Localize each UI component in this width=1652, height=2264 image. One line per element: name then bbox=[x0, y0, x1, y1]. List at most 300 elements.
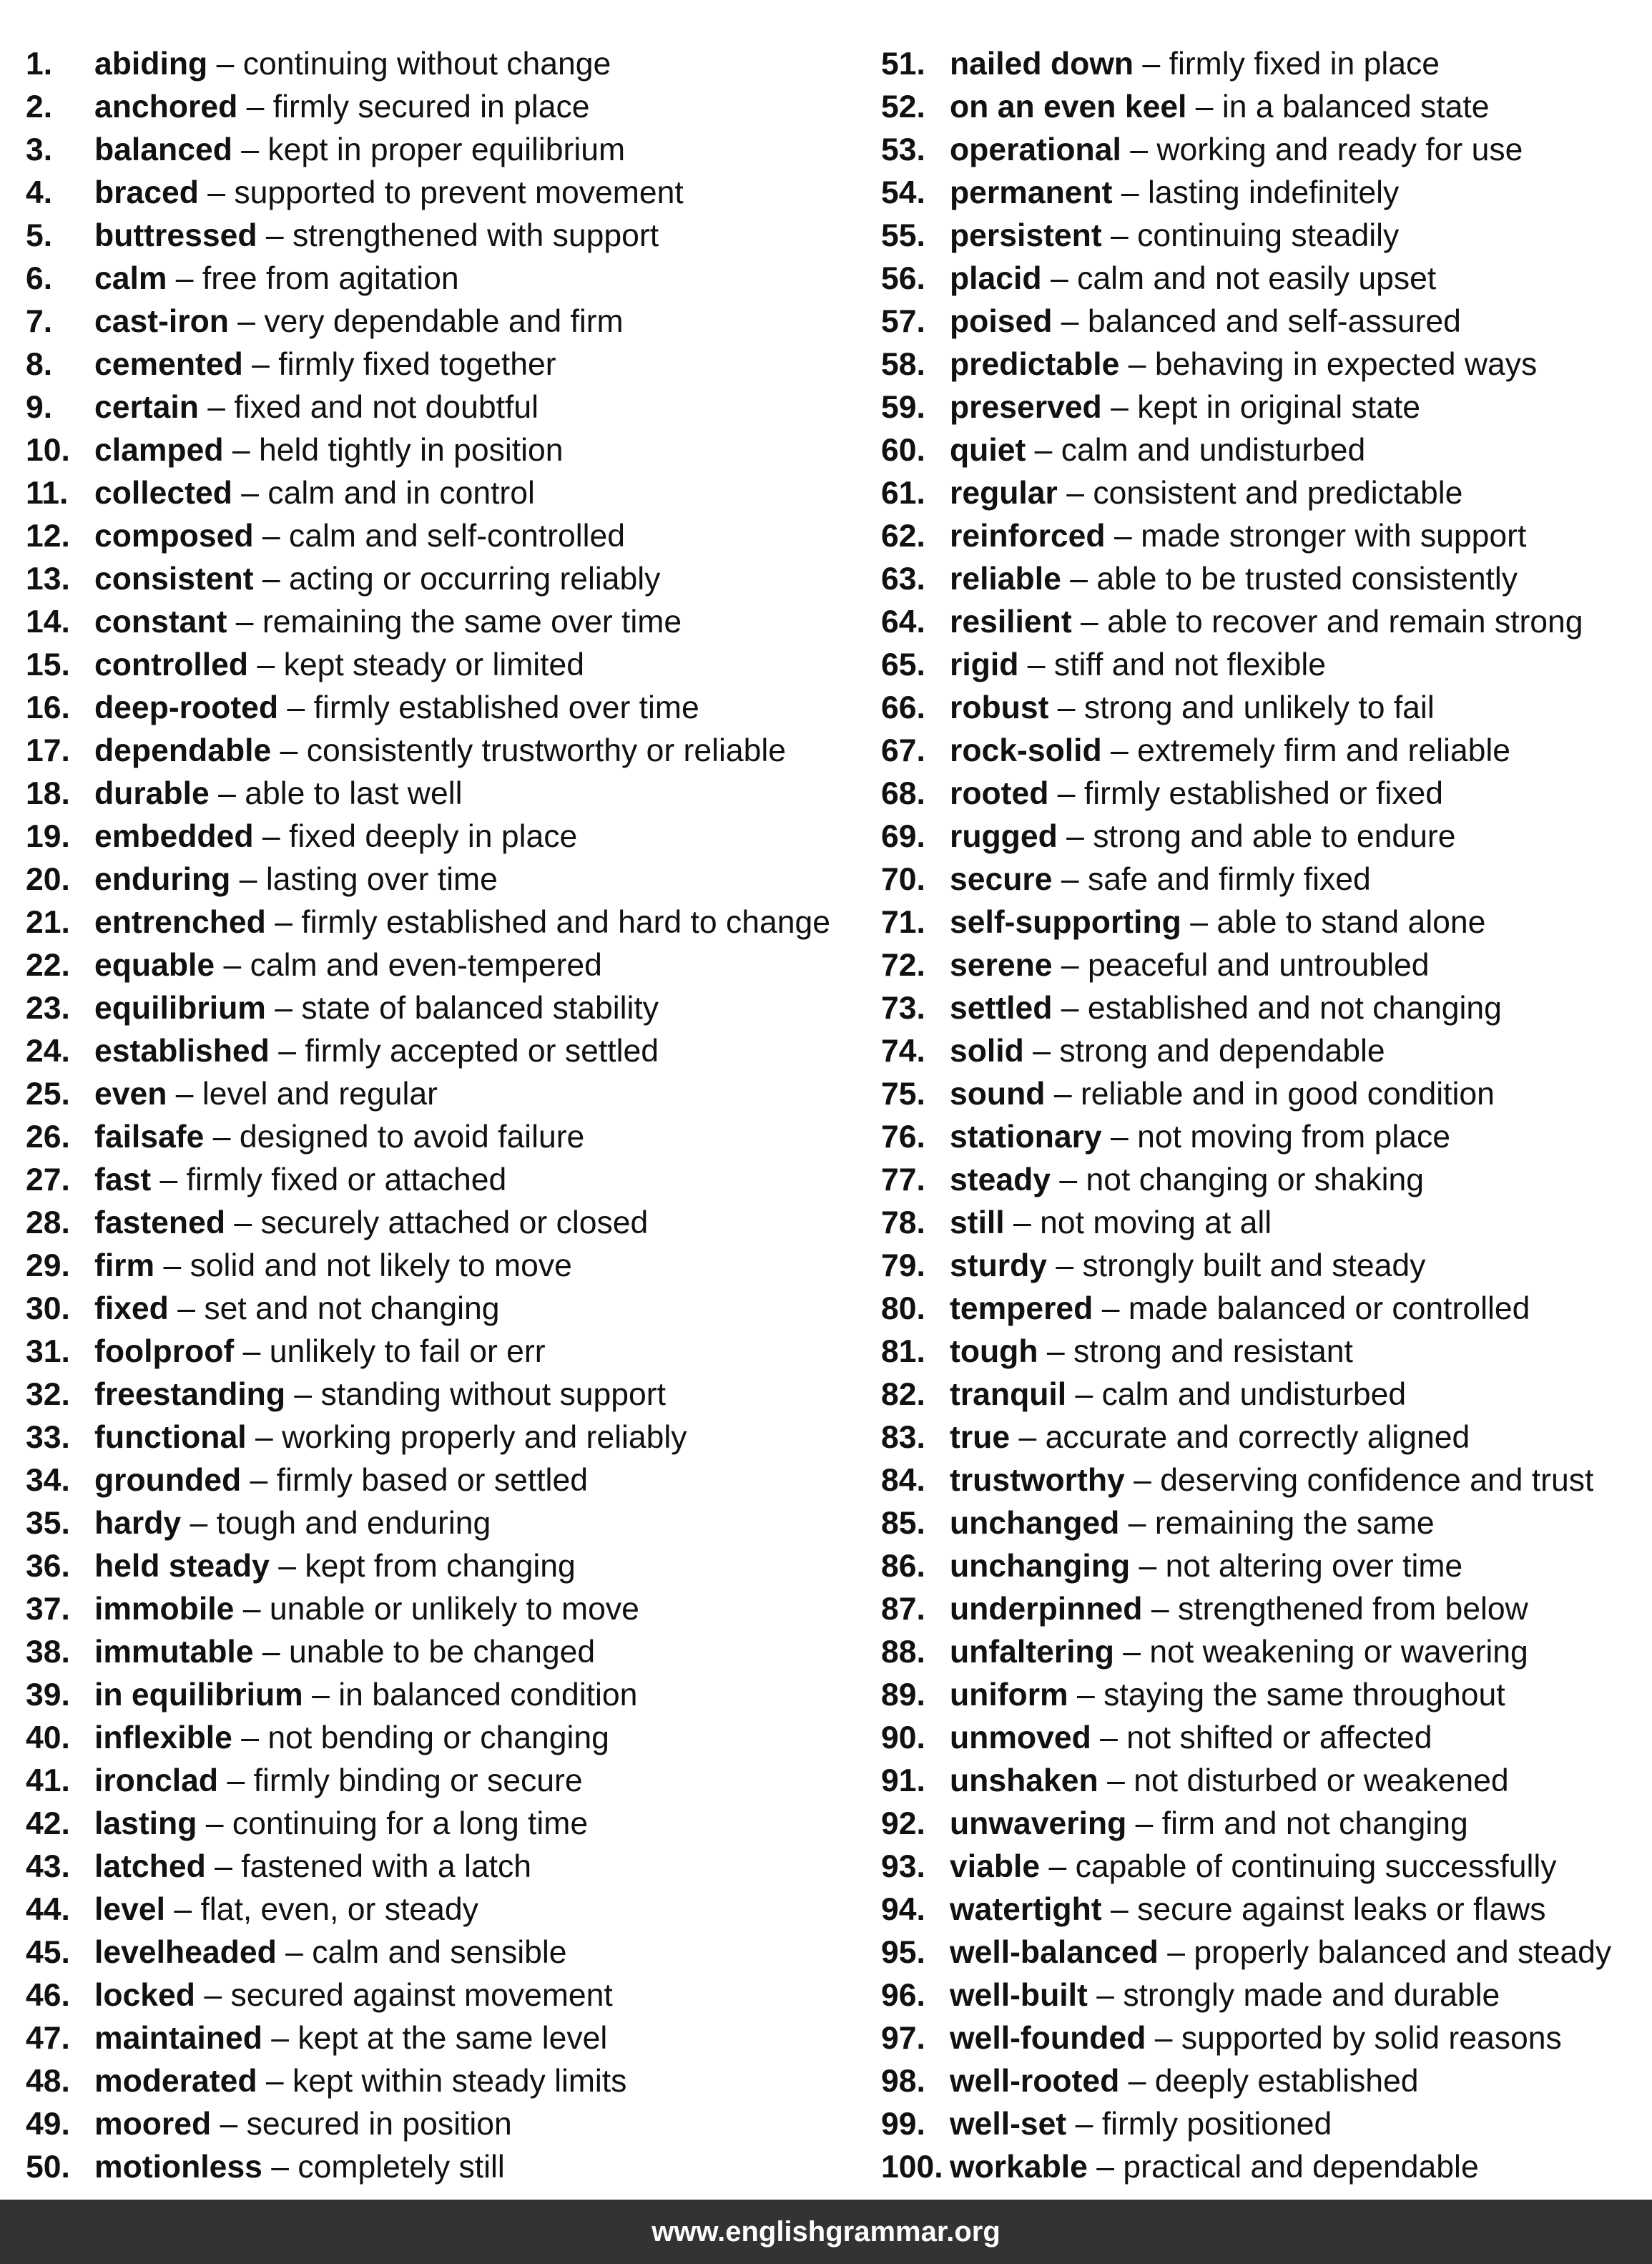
entry-separator: – bbox=[1057, 819, 1093, 854]
word-entry bbox=[26, 987, 848, 1030]
entry-number: 4. bbox=[26, 175, 53, 210]
entry-definition: firmly binding or secure bbox=[253, 1763, 583, 1798]
entry-definition: not altering over time bbox=[1165, 1549, 1463, 1584]
entry-separator: – bbox=[232, 1720, 268, 1755]
entry-definition: tough and enduring bbox=[216, 1506, 491, 1541]
entry-term: robust bbox=[950, 690, 1049, 725]
entry-number: 84. bbox=[881, 1463, 925, 1498]
entry-separator: – bbox=[271, 733, 307, 768]
word-entry bbox=[26, 1331, 848, 1373]
entry-number: 62. bbox=[881, 519, 925, 554]
entry-definition: secured in position bbox=[246, 2107, 512, 2142]
entry-number: 95. bbox=[881, 1935, 925, 1970]
entry-definition: strong and unlikely to fail bbox=[1083, 690, 1435, 725]
entry-definition: firmly fixed or attached bbox=[186, 1162, 507, 1197]
entry-term: motionless bbox=[94, 2150, 262, 2185]
entry-definition: strong and resistant bbox=[1073, 1334, 1353, 1369]
entry-separator: – bbox=[232, 476, 268, 511]
entry-definition: not weakening or wavering bbox=[1149, 1635, 1528, 1670]
word-entry bbox=[881, 601, 1639, 644]
entry-number: 91. bbox=[881, 1763, 925, 1798]
entry-term: cemented bbox=[94, 347, 243, 382]
entry-term: equilibrium bbox=[94, 991, 266, 1026]
entry-term: buttressed bbox=[94, 218, 257, 253]
entry-separator: – bbox=[1023, 1034, 1060, 1069]
entry-number: 73. bbox=[881, 991, 925, 1026]
entry-definition: firmly based or settled bbox=[276, 1463, 588, 1498]
entry-definition: strongly built and steady bbox=[1082, 1248, 1426, 1283]
word-entry bbox=[881, 944, 1639, 987]
entry-definition: held tightly in position bbox=[259, 433, 564, 468]
entry-term: unfaltering bbox=[950, 1635, 1114, 1670]
entry-term: unmoved bbox=[950, 1720, 1091, 1755]
word-entry bbox=[26, 1159, 848, 1202]
entry-separator: – bbox=[195, 1978, 231, 2013]
entry-number: 92. bbox=[881, 1806, 925, 1841]
footer-url[interactable]: www.englishgrammar.org bbox=[652, 2215, 1000, 2248]
entry-term: collected bbox=[94, 476, 232, 511]
entry-separator: – bbox=[1087, 2150, 1124, 2185]
word-entry bbox=[26, 86, 848, 129]
entry-term: grounded bbox=[94, 1463, 242, 1498]
entry-number: 100. bbox=[881, 2150, 943, 2185]
entry-number: 52. bbox=[881, 89, 925, 124]
entry-definition: firmly fixed in place bbox=[1169, 46, 1440, 82]
word-entry bbox=[26, 2017, 848, 2060]
word-entry bbox=[26, 1631, 848, 1674]
entry-definition: staying the same throughout bbox=[1103, 1677, 1505, 1712]
entry-definition: firmly established over time bbox=[313, 690, 699, 725]
entry-separator: – bbox=[241, 1463, 277, 1498]
entry-separator: – bbox=[253, 1635, 290, 1670]
word-entry bbox=[26, 558, 848, 601]
entry-separator: – bbox=[1040, 1849, 1076, 1884]
entry-separator: – bbox=[237, 89, 273, 124]
entry-number: 19. bbox=[26, 819, 70, 854]
entry-term: constant bbox=[94, 604, 227, 639]
entry-term: resilient bbox=[950, 604, 1072, 639]
entry-definition: deserving confidence and trust bbox=[1160, 1463, 1594, 1498]
entry-separator: – bbox=[1061, 562, 1097, 597]
word-entry bbox=[881, 2060, 1639, 2103]
entry-term: stationary bbox=[950, 1119, 1102, 1155]
entry-separator: – bbox=[1048, 690, 1084, 725]
entry-definition: unlikely to fail or err bbox=[269, 1334, 546, 1369]
entry-number: 68. bbox=[881, 776, 925, 811]
entry-term: firm bbox=[94, 1248, 155, 1283]
entry-separator: – bbox=[198, 175, 235, 210]
word-entry bbox=[26, 43, 848, 86]
entry-definition: strong and dependable bbox=[1059, 1034, 1385, 1069]
entry-separator: – bbox=[1186, 89, 1222, 124]
word-entry bbox=[26, 1931, 848, 1974]
entry-definition: not moving from place bbox=[1137, 1119, 1450, 1155]
entry-separator: – bbox=[228, 304, 265, 339]
entry-definition: firmly fixed together bbox=[278, 347, 556, 382]
entry-separator: – bbox=[223, 433, 260, 468]
entry-separator: – bbox=[1142, 1592, 1178, 1627]
word-entry bbox=[881, 1631, 1639, 1674]
entry-number: 79. bbox=[881, 1248, 925, 1283]
entry-separator: – bbox=[1101, 733, 1138, 768]
entry-definition: firmly positioned bbox=[1101, 2107, 1332, 2142]
word-entry bbox=[26, 129, 848, 172]
entry-number: 75. bbox=[881, 1077, 925, 1112]
entry-term: tempered bbox=[950, 1291, 1093, 1326]
entry-number: 22. bbox=[26, 948, 70, 983]
word-entry bbox=[26, 1373, 848, 1416]
entry-number: 37. bbox=[26, 1592, 70, 1627]
entry-term: anchored bbox=[94, 89, 238, 124]
word-entry bbox=[881, 1888, 1639, 1931]
entry-definition: very dependable and firm bbox=[264, 304, 624, 339]
entry-definition: calm and undisturbed bbox=[1061, 433, 1366, 468]
word-entry bbox=[26, 1030, 848, 1073]
word-entry bbox=[881, 1030, 1639, 1073]
entry-definition: behaving in expected ways bbox=[1154, 347, 1538, 382]
word-entry bbox=[881, 901, 1639, 944]
entry-term: poised bbox=[950, 304, 1053, 339]
entry-number: 50. bbox=[26, 2150, 70, 2185]
entry-term: abiding bbox=[94, 46, 208, 82]
word-entry bbox=[881, 1245, 1639, 1288]
entry-separator: – bbox=[1038, 1334, 1074, 1369]
word-entry bbox=[26, 1717, 848, 1760]
word-entry bbox=[26, 515, 848, 558]
word-entry bbox=[881, 429, 1639, 472]
entry-separator: – bbox=[1052, 991, 1088, 1026]
entry-number: 13. bbox=[26, 562, 70, 597]
entry-number: 77. bbox=[881, 1162, 925, 1197]
entry-separator: – bbox=[276, 1935, 313, 1970]
entry-number: 90. bbox=[881, 1720, 925, 1755]
entry-number: 10. bbox=[26, 433, 70, 468]
entry-term: well-rooted bbox=[950, 2064, 1120, 2099]
entry-number: 74. bbox=[881, 1034, 925, 1069]
entry-separator: – bbox=[204, 1119, 240, 1155]
entry-term: inflexible bbox=[94, 1720, 232, 1755]
entry-term: settled bbox=[950, 991, 1053, 1026]
entry-definition: unable to be changed bbox=[289, 1635, 596, 1670]
word-entry bbox=[881, 2017, 1639, 2060]
word-entry bbox=[881, 215, 1639, 258]
entry-definition: calm and self-controlled bbox=[289, 519, 625, 554]
word-entry bbox=[881, 1803, 1639, 1846]
entry-definition: consistent and predictable bbox=[1093, 476, 1463, 511]
word-entry bbox=[881, 386, 1639, 429]
entry-number: 15. bbox=[26, 647, 70, 682]
entry-definition: able to stand alone bbox=[1216, 905, 1486, 940]
entry-term: solid bbox=[950, 1034, 1024, 1069]
entry-definition: peaceful and untroubled bbox=[1087, 948, 1430, 983]
entry-separator: – bbox=[253, 819, 290, 854]
entry-definition: firmly accepted or settled bbox=[305, 1034, 659, 1069]
word-entry bbox=[881, 987, 1639, 1030]
word-entry bbox=[26, 901, 848, 944]
entry-separator: – bbox=[1101, 1892, 1138, 1927]
entry-number: 25. bbox=[26, 1077, 70, 1112]
entry-term: quiet bbox=[950, 433, 1026, 468]
word-entry bbox=[881, 2103, 1639, 2146]
entry-definition: able to last well bbox=[245, 776, 463, 811]
entry-term: embedded bbox=[94, 819, 254, 854]
entry-separator: – bbox=[1091, 1720, 1127, 1755]
entry-separator: – bbox=[230, 862, 266, 897]
entry-number: 7. bbox=[26, 304, 53, 339]
entry-number: 71. bbox=[881, 905, 925, 940]
word-entry bbox=[26, 1974, 848, 2017]
entry-term: placid bbox=[950, 261, 1042, 296]
entry-definition: set and not changing bbox=[204, 1291, 500, 1326]
word-entry bbox=[26, 343, 848, 386]
entry-number: 6. bbox=[26, 261, 53, 296]
entry-number: 11. bbox=[26, 476, 69, 511]
entry-term: well-set bbox=[950, 2107, 1067, 2142]
entry-term: viable bbox=[950, 1849, 1041, 1884]
entry-number: 64. bbox=[881, 604, 925, 639]
word-entry bbox=[881, 86, 1639, 129]
entry-term: on an even keel bbox=[950, 89, 1187, 124]
entry-number: 48. bbox=[26, 2064, 70, 2099]
entry-definition: strengthened with support bbox=[292, 218, 659, 253]
entry-definition: completely still bbox=[298, 2150, 505, 2185]
entry-separator: – bbox=[262, 2021, 298, 2056]
word-entry bbox=[26, 1073, 848, 1116]
entry-term: operational bbox=[950, 132, 1121, 167]
entry-definition: calm and undisturbed bbox=[1101, 1377, 1407, 1412]
entry-definition: state of balanced stability bbox=[301, 991, 659, 1026]
entry-term: consistent bbox=[94, 562, 254, 597]
entry-term: cast-iron bbox=[94, 304, 229, 339]
word-entry bbox=[881, 1717, 1639, 1760]
entry-separator: – bbox=[1068, 1677, 1104, 1712]
entry-separator: – bbox=[1098, 1763, 1134, 1798]
entry-number: 42. bbox=[26, 1806, 70, 1841]
word-entry bbox=[26, 1202, 848, 1245]
word-entry bbox=[26, 386, 848, 429]
word-entry bbox=[881, 1502, 1639, 1545]
entry-term: rooted bbox=[950, 776, 1049, 811]
entry-separator: – bbox=[1051, 1162, 1086, 1197]
entry-number: 45. bbox=[26, 1935, 70, 1970]
entry-definition: not bending or changing bbox=[267, 1720, 609, 1755]
entry-number: 26. bbox=[26, 1119, 70, 1155]
entry-separator: – bbox=[1071, 604, 1108, 639]
entry-number: 56. bbox=[881, 261, 925, 296]
entry-term: hardy bbox=[94, 1506, 182, 1541]
entry-definition: strengthened from below bbox=[1177, 1592, 1528, 1627]
entry-term: balanced bbox=[94, 132, 232, 167]
entry-number: 40. bbox=[26, 1720, 70, 1755]
entry-separator: – bbox=[1101, 390, 1138, 425]
entry-definition: secured against movement bbox=[230, 1978, 613, 2013]
entry-definition: working properly and reliably bbox=[282, 1420, 687, 1455]
entry-number: 66. bbox=[881, 690, 925, 725]
entry-definition: calm and sensible bbox=[312, 1935, 567, 1970]
entry-separator: – bbox=[154, 1248, 190, 1283]
entry-separator: – bbox=[1052, 862, 1088, 897]
entry-number: 46. bbox=[26, 1978, 70, 2013]
entry-definition: solid and not likely to move bbox=[190, 1248, 572, 1283]
entry-separator: – bbox=[269, 1549, 305, 1584]
entry-term: well-balanced bbox=[950, 1935, 1159, 1970]
entry-separator: – bbox=[209, 776, 245, 811]
entry-separator: – bbox=[1124, 1463, 1161, 1498]
entry-number: 88. bbox=[881, 1635, 925, 1670]
entry-number: 39. bbox=[26, 1677, 70, 1712]
entry-term: self-supporting bbox=[950, 905, 1181, 940]
word-entry bbox=[26, 1288, 848, 1331]
entry-term: predictable bbox=[950, 347, 1120, 382]
entry-term: established bbox=[94, 1034, 270, 1069]
word-entry bbox=[26, 1888, 848, 1931]
entry-term: underpinned bbox=[950, 1592, 1143, 1627]
entry-definition: calm and in control bbox=[267, 476, 535, 511]
entry-term: clamped bbox=[94, 433, 224, 468]
entry-separator: – bbox=[205, 1849, 242, 1884]
entry-term: levelheaded bbox=[94, 1935, 277, 1970]
entry-term: moderated bbox=[94, 2064, 257, 2099]
entry-separator: – bbox=[262, 2150, 298, 2185]
entry-separator: – bbox=[1121, 132, 1157, 167]
entry-definition: firmly secured in place bbox=[272, 89, 590, 124]
entry-number: 49. bbox=[26, 2107, 70, 2142]
entry-separator: – bbox=[1018, 647, 1054, 682]
word-entry bbox=[881, 129, 1639, 172]
word-entry bbox=[881, 858, 1639, 901]
entry-number: 32. bbox=[26, 1377, 70, 1412]
entry-separator: – bbox=[1052, 304, 1088, 339]
entry-number: 67. bbox=[881, 733, 925, 768]
word-entry bbox=[881, 343, 1639, 386]
entry-number: 41. bbox=[26, 1763, 70, 1798]
entry-separator: – bbox=[1101, 218, 1138, 253]
entry-number: 1. bbox=[26, 46, 53, 82]
word-entry bbox=[26, 644, 848, 687]
entry-number: 47. bbox=[26, 2021, 70, 2056]
entry-number: 36. bbox=[26, 1549, 70, 1584]
right-column bbox=[881, 43, 1639, 2189]
entry-number: 85. bbox=[881, 1506, 925, 1541]
entry-number: 43. bbox=[26, 1849, 70, 1884]
entry-term: uniform bbox=[950, 1677, 1068, 1712]
word-entry bbox=[26, 2060, 848, 2103]
word-entry bbox=[881, 1373, 1639, 1416]
word-entry bbox=[881, 1331, 1639, 1373]
entry-term: rugged bbox=[950, 819, 1058, 854]
entry-term: tranquil bbox=[950, 1377, 1067, 1412]
entry-separator: – bbox=[1093, 1291, 1129, 1326]
entry-separator: – bbox=[253, 519, 290, 554]
word-entry bbox=[881, 1588, 1639, 1631]
entry-term: entrenched bbox=[94, 905, 266, 940]
entry-separator: – bbox=[198, 390, 235, 425]
entry-separator: – bbox=[167, 261, 202, 296]
entry-number: 80. bbox=[881, 1291, 925, 1326]
entry-definition: established and not changing bbox=[1087, 991, 1502, 1026]
entry-separator: – bbox=[1026, 433, 1061, 468]
entry-separator: – bbox=[1105, 519, 1141, 554]
entry-separator: – bbox=[1112, 175, 1148, 210]
entry-number: 81. bbox=[881, 1334, 925, 1369]
entry-separator: – bbox=[1134, 46, 1169, 82]
entry-number: 28. bbox=[26, 1205, 70, 1240]
entry-separator: – bbox=[265, 905, 302, 940]
entry-definition: calm and not easily upset bbox=[1077, 261, 1437, 296]
word-entry bbox=[881, 1931, 1639, 1974]
entry-definition: remaining the same over time bbox=[262, 604, 682, 639]
entry-number: 21. bbox=[26, 905, 70, 940]
entry-definition: made stronger with support bbox=[1141, 519, 1527, 554]
word-entry bbox=[26, 773, 848, 815]
word-entry bbox=[881, 2146, 1639, 2189]
word-entry bbox=[26, 1245, 848, 1288]
entry-term: sturdy bbox=[950, 1248, 1047, 1283]
word-entry bbox=[881, 472, 1639, 515]
word-entry bbox=[26, 1416, 848, 1459]
entry-number: 78. bbox=[881, 1205, 925, 1240]
word-entry bbox=[26, 1846, 848, 1888]
entry-definition: properly balanced and steady bbox=[1194, 1935, 1612, 1970]
entry-number: 38. bbox=[26, 1635, 70, 1670]
entry-number: 65. bbox=[881, 647, 925, 682]
entry-separator: – bbox=[1066, 1377, 1102, 1412]
entry-definition: free from agitation bbox=[202, 261, 459, 296]
entry-definition: acting or occurring reliably bbox=[289, 562, 661, 597]
word-entry bbox=[26, 2146, 848, 2189]
entry-separator: – bbox=[1087, 1978, 1124, 2013]
entry-definition: strong and able to endure bbox=[1093, 819, 1456, 854]
entry-definition: in balanced condition bbox=[338, 1677, 638, 1712]
word-entry bbox=[881, 1846, 1639, 1888]
entry-separator: – bbox=[215, 948, 250, 983]
entry-term: serene bbox=[950, 948, 1053, 983]
entry-separator: – bbox=[285, 1377, 321, 1412]
left-column bbox=[26, 43, 848, 2189]
entry-separator: – bbox=[218, 1763, 254, 1798]
entry-separator: – bbox=[1057, 476, 1093, 511]
entry-definition: unable or unlikely to move bbox=[269, 1592, 639, 1627]
entry-separator: – bbox=[1158, 1935, 1194, 1970]
word-entry bbox=[26, 601, 848, 644]
word-entry bbox=[26, 944, 848, 987]
entry-definition: not disturbed or weakened bbox=[1134, 1763, 1509, 1798]
word-entry bbox=[26, 172, 848, 215]
entry-separator: – bbox=[1119, 1506, 1155, 1541]
entry-term: certain bbox=[94, 390, 199, 425]
entry-definition: stiff and not flexible bbox=[1053, 647, 1327, 682]
word-entry bbox=[881, 1974, 1639, 2017]
entry-separator: – bbox=[1119, 2064, 1155, 2099]
entry-definition: balanced and self-assured bbox=[1087, 304, 1461, 339]
entry-term: lasting bbox=[94, 1806, 197, 1841]
entry-separator: – bbox=[1041, 261, 1078, 296]
word-entry bbox=[881, 1202, 1639, 1245]
entry-term: reinforced bbox=[950, 519, 1106, 554]
word-entry bbox=[26, 858, 848, 901]
entry-number: 96. bbox=[881, 1978, 925, 2013]
entry-separator: – bbox=[234, 1592, 270, 1627]
entry-definition: fastened with a latch bbox=[241, 1849, 531, 1884]
entry-definition: kept in original state bbox=[1137, 390, 1421, 425]
entry-separator: – bbox=[234, 1334, 270, 1369]
entry-separator: – bbox=[303, 1677, 339, 1712]
entry-number: 23. bbox=[26, 991, 70, 1026]
entry-number: 17. bbox=[26, 733, 70, 768]
entry-definition: secure against leaks or flaws bbox=[1137, 1892, 1546, 1927]
entry-separator: – bbox=[167, 1077, 202, 1112]
entry-term: secure bbox=[950, 862, 1053, 897]
